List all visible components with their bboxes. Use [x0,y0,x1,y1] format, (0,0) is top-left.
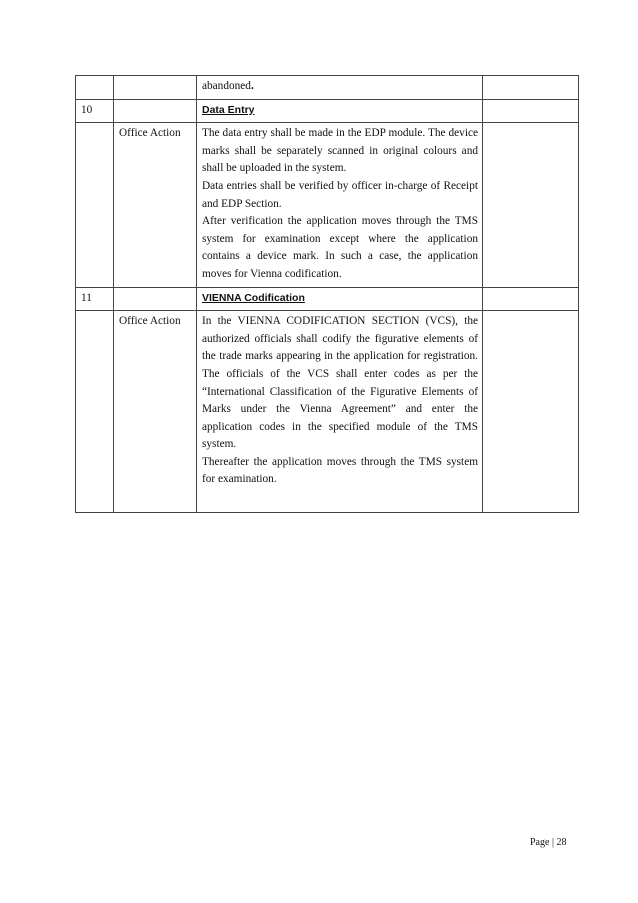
procedure-table [75,75,579,513]
table-row [76,287,579,311]
remarks-cell [483,76,579,100]
description-cell [197,311,483,513]
step-number-11: 11 [76,287,114,311]
remarks-cell [483,123,579,287]
remarks-cell [483,99,579,123]
table-row [76,76,579,100]
table-row [76,311,579,513]
paragraph: The data entry shall be made in the EDP module. The device marks shall be separately scanned in original colours and shall be uploaded in the system. [202,127,478,175]
table-row [76,99,579,123]
paragraph: After verification the application moves through the TMS system for examination except where the application contains a device mark. In such a case, the application moves for Vienna codification. [202,215,478,280]
action-label-cell [114,99,197,123]
office-action-label: Office Action [114,311,197,513]
remarks-cell [483,287,579,311]
section-heading-data-entry: Data Entry [202,103,255,116]
paragraph: Thereafter the application moves through the TMS system for examination. [202,455,478,486]
abandoned-period: . [250,80,254,92]
paragraph: Data entries shall be verified by officer in-charge of Receipt and EDP Section. [202,179,478,210]
step-number-cell [76,76,114,100]
office-action-label: Office Action [114,123,197,287]
remarks-cell [483,311,579,513]
description-cell [197,99,483,123]
step-number-cell [76,311,114,513]
page-number: Page | 28 [530,837,567,848]
table-row [76,123,579,287]
description-cell [197,123,483,287]
abandoned-text: abandoned [202,80,251,92]
description-cell [197,287,483,311]
action-label-cell [114,76,197,100]
step-number-10: 10 [76,99,114,123]
paragraph: In the VIENNA CODIFICATION SECTION (VCS), the authorized officials shall codify the figurative elements of the trade marks appearing in the application for registration. The officials of the VCS shall enter codes as per the “International Classification of the Figurative Elements of Marks under the Vienna Agreement” and enter the application codes in the specified module of the TMS system. [202,315,478,451]
section-heading-vienna-codification: VIENNA Codification [202,291,305,304]
step-number-cell [76,123,114,287]
description-cell [197,76,483,100]
action-label-cell [114,287,197,311]
